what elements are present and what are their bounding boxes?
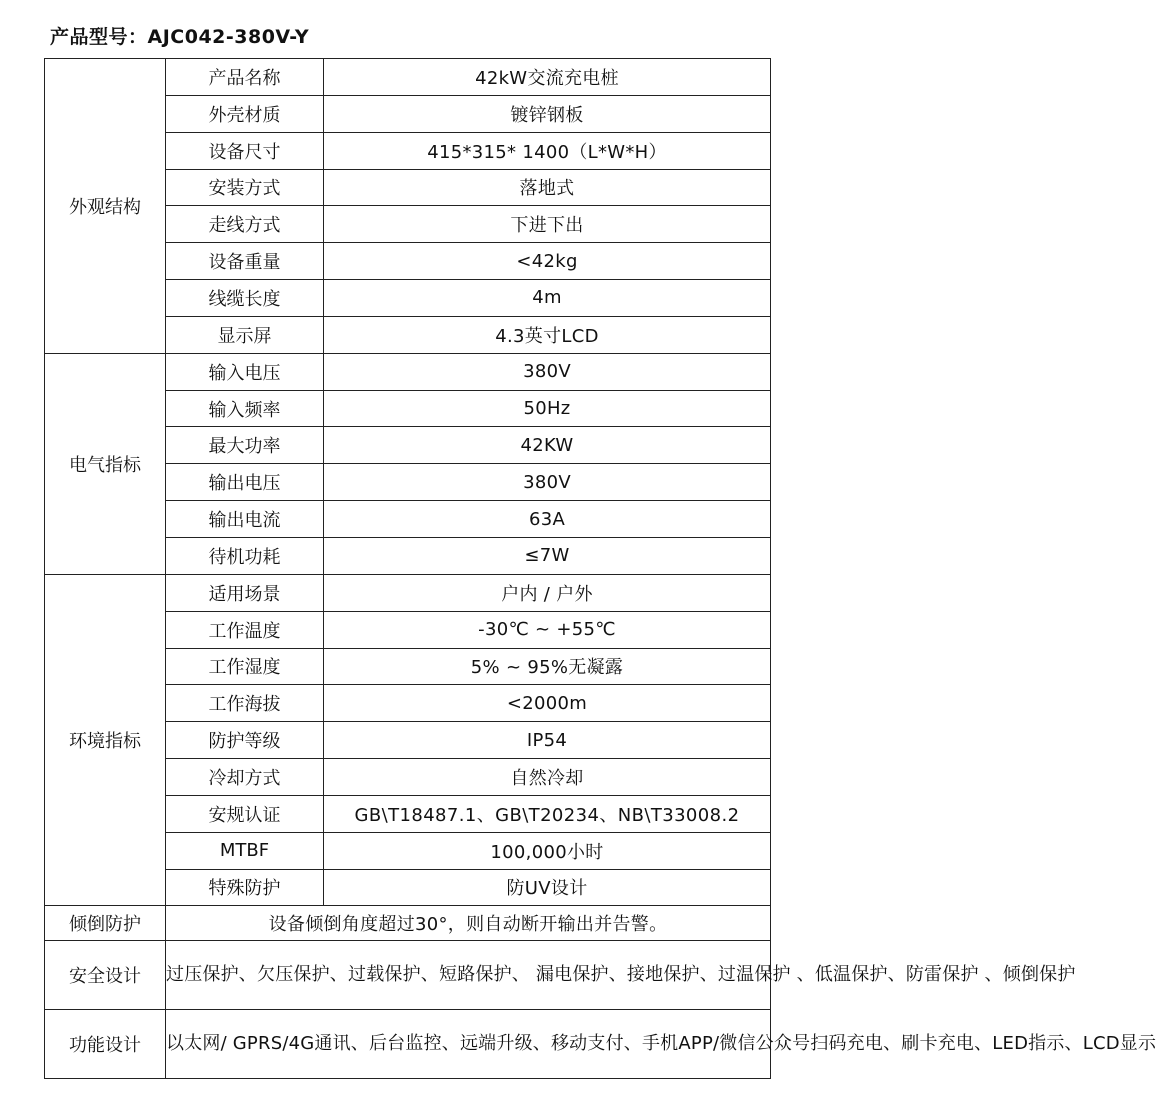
category-cell: 电气指标 bbox=[45, 353, 166, 574]
param-value-cell: 100,000小时 bbox=[324, 832, 771, 869]
param-name-cell: 走线方式 bbox=[166, 206, 324, 243]
product-model-title: 产品型号：AJC042-380V-Y bbox=[50, 26, 310, 48]
param-name-cell: 最大功率 bbox=[166, 427, 324, 464]
param-value-cell: 4.3英寸LCD bbox=[324, 316, 771, 353]
param-name-cell: 设备尺寸 bbox=[166, 132, 324, 169]
param-value-cell: 镀锌钢板 bbox=[324, 95, 771, 132]
param-name-cell: 防护等级 bbox=[166, 722, 324, 759]
param-value-cell: 防UV设计 bbox=[324, 869, 771, 906]
param-name-cell: MTBF bbox=[166, 832, 324, 869]
param-name-cell: 工作海拔 bbox=[166, 685, 324, 722]
param-value-cell: 42KW bbox=[324, 427, 771, 464]
param-value-cell: GB\T18487.1、GB\T20234、NB\T33008.2 bbox=[324, 795, 771, 832]
param-value-cell: 自然冷却 bbox=[324, 759, 771, 796]
param-value-cell: 户内 / 户外 bbox=[324, 574, 771, 611]
param-name-cell: 设备重量 bbox=[166, 243, 324, 280]
param-name-cell: 待机功耗 bbox=[166, 537, 324, 574]
param-value-cell: IP54 bbox=[324, 722, 771, 759]
param-value-cell: 380V bbox=[324, 353, 771, 390]
category-cell: 环境指标 bbox=[45, 574, 166, 906]
table-row bbox=[45, 906, 771, 941]
table-row bbox=[45, 1010, 771, 1079]
param-value-cell: 415*315* 1400（L*W*H） bbox=[324, 132, 771, 169]
param-name-cell: 工作湿度 bbox=[166, 648, 324, 685]
param-name-cell: 安规认证 bbox=[166, 795, 324, 832]
table-row bbox=[45, 941, 771, 1010]
param-value-cell: <2000m bbox=[324, 685, 771, 722]
param-name-cell: 产品名称 bbox=[166, 59, 324, 96]
table-row bbox=[45, 353, 771, 390]
param-value-cell: 50Hz bbox=[324, 390, 771, 427]
param-name-cell: 显示屏 bbox=[166, 316, 324, 353]
table-row bbox=[45, 574, 771, 611]
param-name-cell: 输入电压 bbox=[166, 353, 324, 390]
category-cell: 功能设计 bbox=[45, 1010, 166, 1079]
param-value-cell: 380V bbox=[324, 464, 771, 501]
category-cell: 安全设计 bbox=[45, 941, 166, 1010]
merged-value-cell: 过压保护、欠压保护、过载保护、短路保护、 漏电保护、接地保护、过温保护 、低温保护、防雷保护 、倾倒保护 bbox=[166, 941, 771, 1010]
param-name-cell: 输出电压 bbox=[166, 464, 324, 501]
param-value-cell: 5% ~ 95%无凝露 bbox=[324, 648, 771, 685]
param-name-cell: 工作温度 bbox=[166, 611, 324, 648]
param-name-cell: 外壳材质 bbox=[166, 95, 324, 132]
param-name-cell: 输出电流 bbox=[166, 501, 324, 538]
param-value-cell: 63A bbox=[324, 501, 771, 538]
param-value-cell: 42kW交流充电桩 bbox=[324, 59, 771, 96]
param-value-cell: 落地式 bbox=[324, 169, 771, 206]
param-name-cell: 特殊防护 bbox=[166, 869, 324, 906]
param-value-cell: 下进下出 bbox=[324, 206, 771, 243]
spec-table bbox=[44, 58, 1156, 1079]
merged-value-cell: 以太网/ GPRS/4G通讯、后台监控、远端升级、移动支付、手机APP/微信公众号扫码充电、刷卡充电、LED指示、LCD显示 bbox=[166, 1010, 771, 1079]
param-value-cell: -30℃ ~ +55℃ bbox=[324, 611, 771, 648]
param-name-cell: 线缆长度 bbox=[166, 280, 324, 317]
category-cell: 倾倒防护 bbox=[45, 906, 166, 941]
merged-value-cell: 设备倾倒角度超过30°，则自动断开输出并告警。 bbox=[166, 906, 771, 941]
param-value-cell: ≤7W bbox=[324, 537, 771, 574]
category-cell: 外观结构 bbox=[45, 59, 166, 354]
param-name-cell: 输入频率 bbox=[166, 390, 324, 427]
param-name-cell: 冷却方式 bbox=[166, 759, 324, 796]
param-name-cell: 安装方式 bbox=[166, 169, 324, 206]
param-name-cell: 适用场景 bbox=[166, 574, 324, 611]
param-value-cell: 4m bbox=[324, 280, 771, 317]
param-value-cell: <42kg bbox=[324, 243, 771, 280]
table-row bbox=[45, 59, 771, 96]
